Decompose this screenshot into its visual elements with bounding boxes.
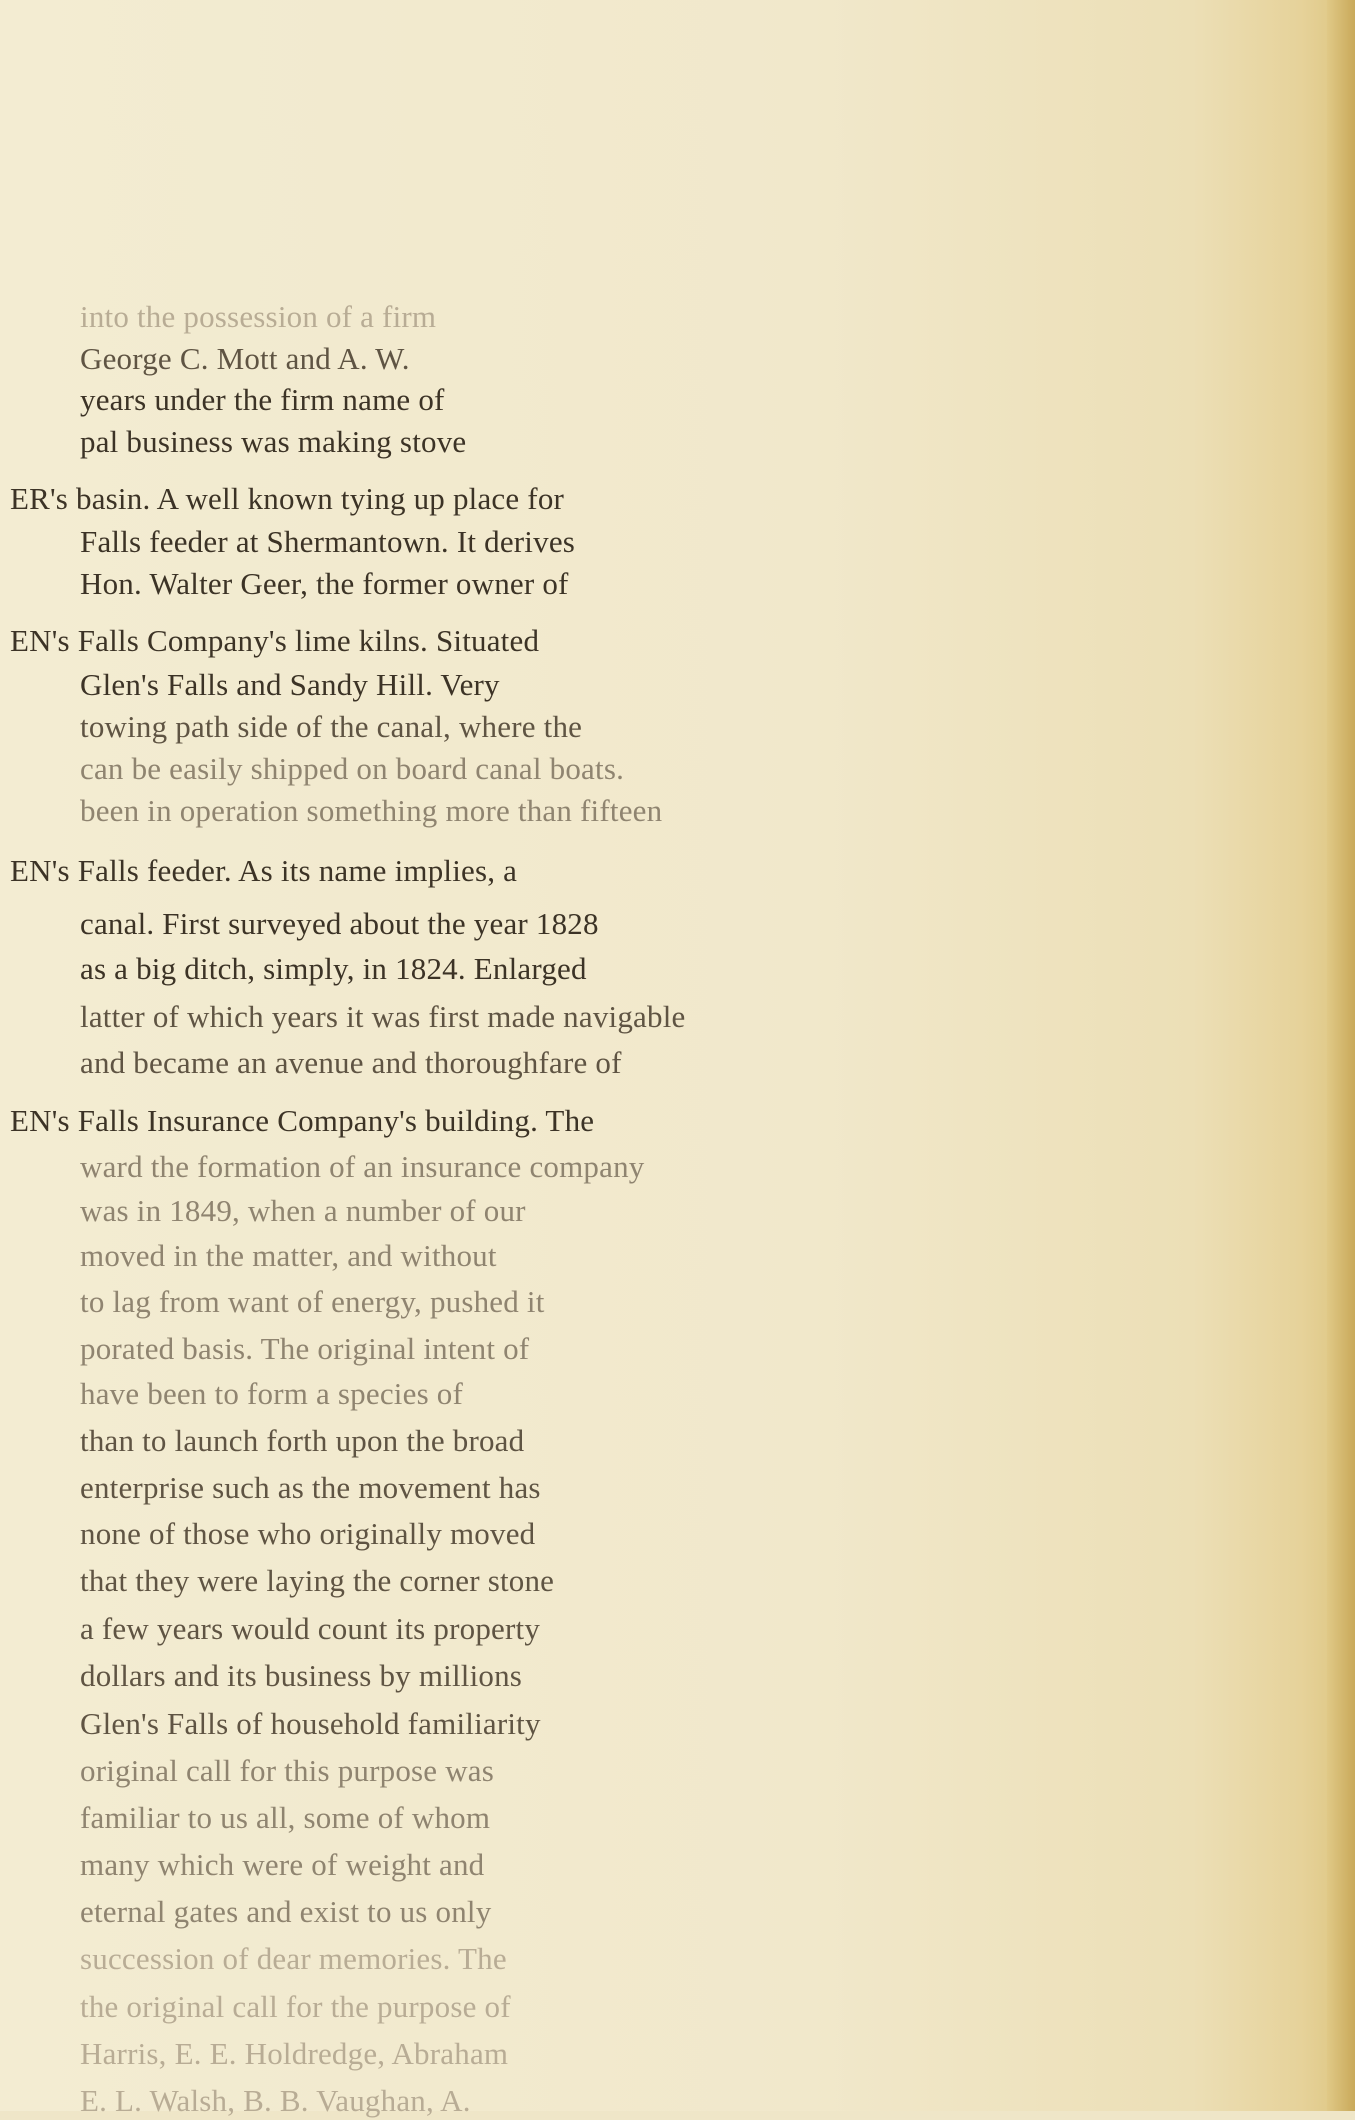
text-line: dollars and its business by millions <box>80 1658 523 1693</box>
text-line: was in 1849, when a number of our <box>80 1193 526 1228</box>
text-line: EN's Falls feeder. As its name implies, a <box>10 853 518 888</box>
text-line: latter of which years it was first made navigable <box>80 999 686 1034</box>
text-line: years under the firm name of <box>80 382 445 417</box>
text-line: been in operation something more than fifteen <box>80 793 663 828</box>
text-line: porated basis. The original intent of <box>80 1331 530 1366</box>
text-line: as a big ditch, simply, in 1824. Enlarged <box>80 951 587 986</box>
text-line: can be easily shipped on board canal boats. <box>80 751 625 786</box>
text-line: ER's basin. A well known tying up place for <box>10 481 565 516</box>
text-line: Glen's Falls of household familiarity <box>80 1706 541 1741</box>
text-line: to lag from want of energy, pushed it <box>80 1284 545 1319</box>
text-line: pal business was making stove <box>80 424 467 459</box>
text-line: succession of dear memories. The <box>80 1941 507 1976</box>
text-line: original call for this purpose was <box>80 1753 495 1788</box>
text-line: canal. First surveyed about the year 1828 <box>80 906 599 941</box>
text-line: many which were of weight and <box>80 1847 485 1882</box>
text-line: EN's Falls Company's lime kilns. Situated <box>10 623 540 658</box>
text-line: Harris, E. E. Holdredge, Abraham <box>80 2036 509 2071</box>
text-line: into the possession of a firm <box>80 299 437 334</box>
text-line: moved in the matter, and without <box>80 1238 497 1273</box>
text-line: and became an avenue and thoroughfare of <box>80 1045 622 1080</box>
text-line: a few years would count its property <box>80 1611 541 1646</box>
text-line: have been to form a species of <box>80 1376 464 1411</box>
text-line: George C. Mott and A. W. <box>80 341 410 376</box>
text-line: ward the formation of an insurance company <box>80 1149 645 1184</box>
text-line: enterprise such as the movement has <box>80 1470 541 1505</box>
text-line: than to launch forth upon the broad <box>80 1423 525 1458</box>
text-line: Glen's Falls and Sandy Hill. Very <box>80 667 500 702</box>
text-line: familiar to us all, some of whom <box>80 1800 491 1835</box>
text-line: Falls feeder at Shermantown. It derives <box>80 524 576 559</box>
text-line: none of those who originally moved <box>80 1516 536 1551</box>
text-line: EN's Falls Insurance Company's building. The <box>10 1103 595 1138</box>
text-line: eternal gates and exist to us only <box>80 1894 492 1929</box>
text-line: the original call for the purpose of <box>80 1989 511 2024</box>
text-line: towing path side of the canal, where the <box>80 709 583 744</box>
text-line: E. L. Walsh, B. B. Vaughan, A. <box>80 2083 471 2118</box>
text-line: that they were laying the corner stone <box>80 1563 555 1598</box>
text-line: Hon. Walter Geer, the former owner of <box>80 566 569 601</box>
